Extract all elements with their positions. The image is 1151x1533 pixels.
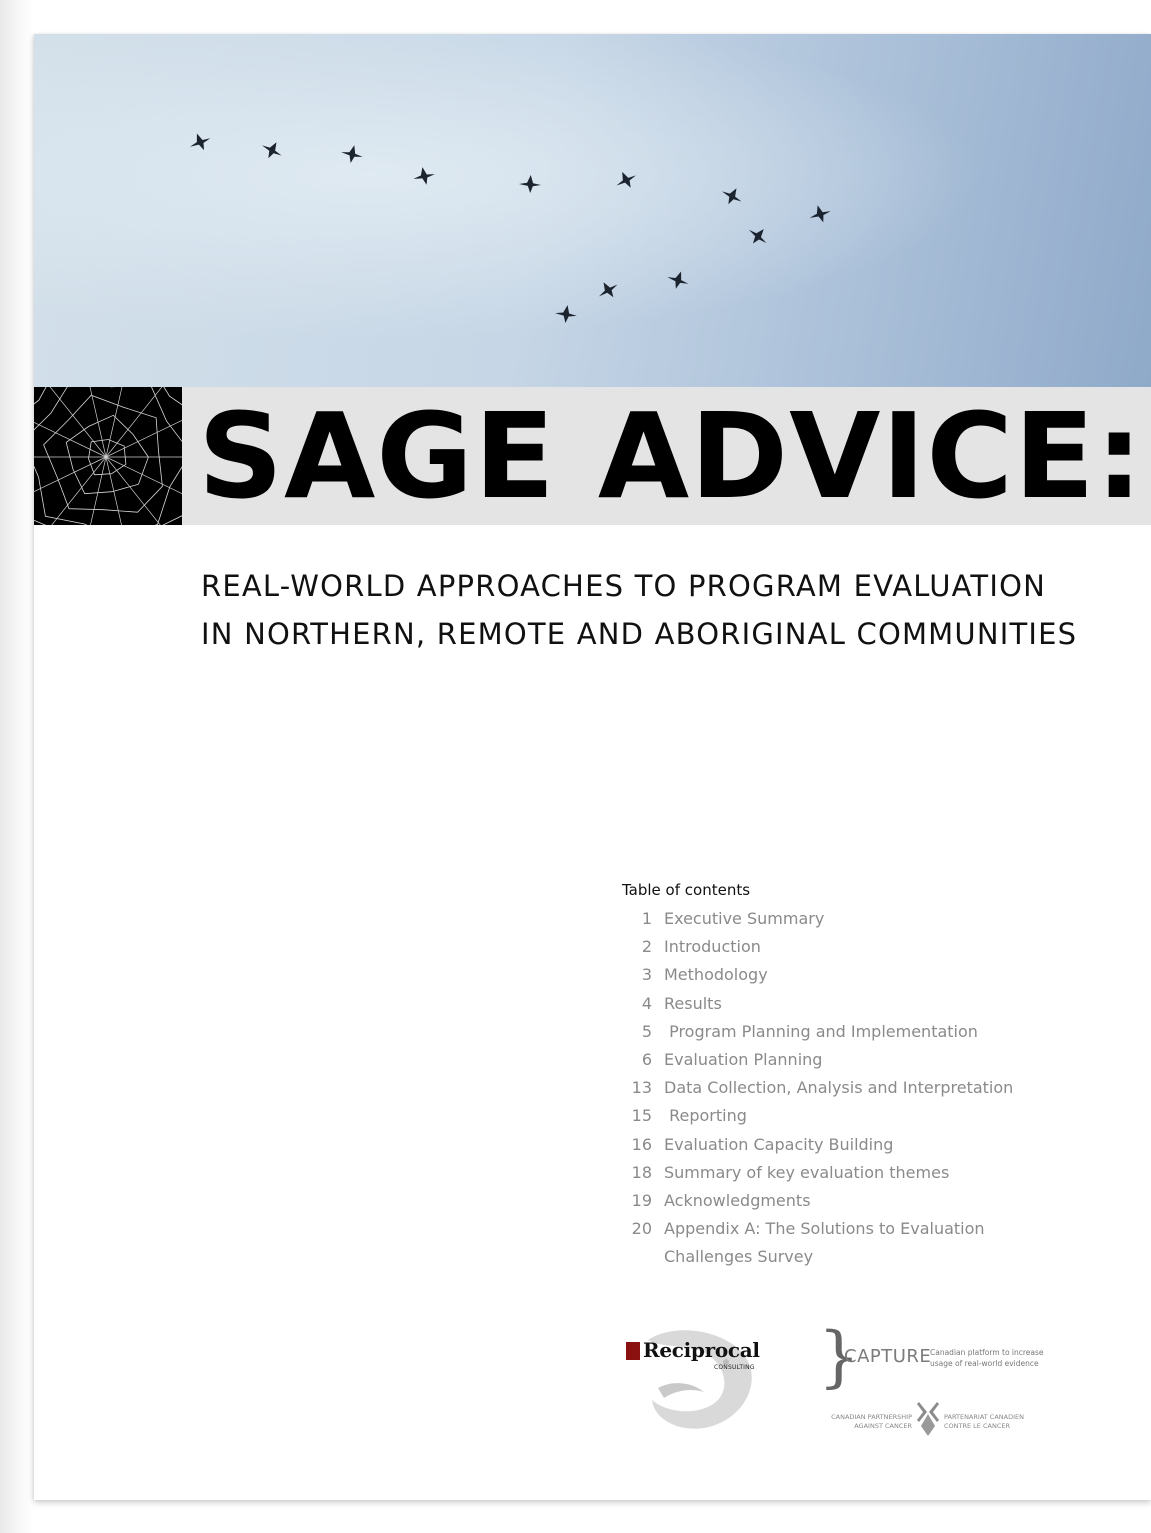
toc-page-number: 18 (631, 1162, 652, 1182)
subtitle (201, 562, 1077, 658)
toc-label: Evaluation Planning (664, 1050, 823, 1070)
flying-birds (34, 34, 1151, 387)
bird-icon (412, 165, 437, 187)
cpac-french-name: PARTENARIAT CANADIEN CONTRE LE CANCER (944, 1413, 1024, 1430)
bird-icon (518, 174, 541, 194)
toc-page-number: 1 (641, 909, 652, 928)
table-of-contents (622, 880, 1013, 1272)
toc-item (622, 1102, 1013, 1130)
toc-page-number: 5 (641, 1021, 652, 1041)
toc-label: Data Collection, Analysis and Interpretation (664, 1078, 1014, 1098)
toc-page-number: 19 (631, 1191, 652, 1211)
toc-item (622, 1131, 1013, 1159)
toc-list (622, 905, 1013, 1243)
bird-icon (665, 268, 692, 292)
toc-item-continuation: Challenges Survey (664, 1247, 814, 1267)
cpac-english-name: CANADIAN PARTNERSHIP AGAINST CANCER (831, 1413, 912, 1430)
toc-item (622, 933, 1013, 961)
toc-item (622, 961, 1013, 989)
toc-item (622, 1187, 1013, 1215)
toc-item (622, 1018, 1013, 1046)
toc-label: Methodology (664, 965, 768, 985)
toc-item (622, 990, 1013, 1018)
bird-icon (554, 303, 579, 325)
toc-label: Acknowledgments (664, 1191, 811, 1211)
capture-tagline: Canadian platform to increase usage of real-world evidence (930, 1348, 1044, 1368)
subtitle-line: REAL-WORLD APPROACHES TO PROGRAM EVALUATION (201, 569, 1047, 603)
cpac-ribbon-icon (915, 1400, 941, 1438)
toc-label: Introduction (664, 937, 761, 957)
geometric-pattern (34, 387, 182, 525)
main-title: SAGE ADVICE: (198, 387, 1144, 525)
toc-page-number: 3 (641, 965, 652, 985)
toc-item (622, 1046, 1013, 1074)
toc-page-number: 20 (631, 1219, 652, 1239)
reciprocal-wordmark: Reciprocal (643, 1338, 760, 1362)
toc-label: Reporting (664, 1106, 747, 1126)
toc-label: Results (664, 993, 722, 1013)
toc-label: Program Planning and Implementation (664, 1021, 978, 1041)
bird-icon (187, 130, 214, 154)
toc-item (622, 1215, 1013, 1243)
toc-page-number: 15 (631, 1106, 652, 1126)
toc-label: Evaluation Capacity Building (664, 1134, 894, 1154)
bird-icon (258, 137, 286, 164)
toc-label: Executive Summary (664, 909, 825, 928)
toc-item (622, 1074, 1013, 1102)
bird-icon (718, 183, 746, 210)
bird-icon (339, 142, 365, 165)
toc-page-number: 2 (641, 937, 652, 957)
bird-icon (807, 202, 833, 225)
document-cover (34, 34, 1151, 1500)
toc-page-number: 16 (631, 1134, 652, 1154)
sky-photo-with-birds (34, 34, 1151, 387)
toc-label: Summary of key evaluation themes (664, 1162, 950, 1182)
toc-item (622, 905, 1013, 933)
bird-icon (744, 222, 772, 250)
toc-heading: Table of contents (622, 881, 751, 899)
reciprocal-consulting-logo (618, 1322, 758, 1434)
bird-icon (594, 277, 622, 304)
bird-icon (612, 167, 640, 193)
toc-label: Appendix A: The Solutions to Evaluation (664, 1219, 985, 1239)
capture-brace-icon: } (818, 1318, 860, 1395)
subtitle-line: IN NORTHERN, REMOTE AND ABORIGINAL COMMUNITIES (201, 617, 1078, 651)
capture-logo: CAPTURE (844, 1346, 932, 1367)
reciprocal-subtitle: CONSULTING (714, 1364, 755, 1371)
toc-page-number: 13 (631, 1078, 652, 1098)
toc-item (622, 1159, 1013, 1187)
toc-page-number: 6 (641, 1050, 652, 1070)
toc-page-number: 4 (641, 993, 652, 1013)
